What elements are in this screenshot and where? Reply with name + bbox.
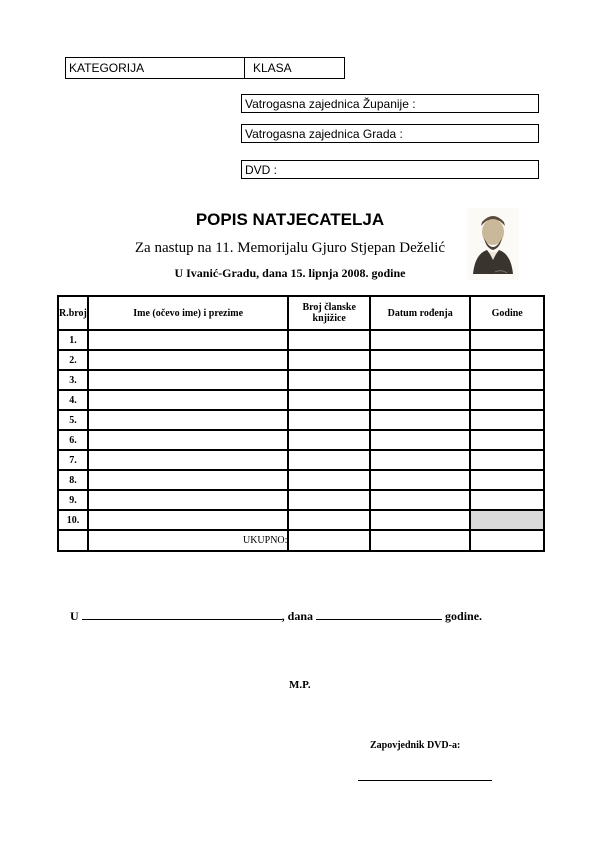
card-number-cell[interactable] <box>288 510 370 530</box>
name-cell[interactable] <box>88 430 289 450</box>
row-number: 1. <box>58 330 88 350</box>
age-cell[interactable] <box>470 370 544 390</box>
table-row <box>58 490 544 510</box>
kategorija-label: KATEGORIJA <box>69 61 145 75</box>
name-cell[interactable] <box>88 410 289 430</box>
name-cell[interactable] <box>88 390 289 410</box>
table-row <box>58 470 544 490</box>
birth-date-cell[interactable] <box>370 330 470 350</box>
birth-date-cell[interactable] <box>370 370 470 390</box>
table-row <box>58 410 544 430</box>
birth-date-cell[interactable] <box>370 490 470 510</box>
age-cell[interactable] <box>470 410 544 430</box>
date-word: , dana <box>281 609 314 623</box>
birth-date-cell[interactable] <box>370 410 470 430</box>
grada-field[interactable] <box>241 124 539 143</box>
header-redni-broj: R.broj <box>58 296 88 330</box>
total-value-cell[interactable] <box>288 530 370 551</box>
age-cell[interactable] <box>470 450 544 470</box>
signature-line[interactable] <box>358 780 492 781</box>
total-blank-cell <box>370 530 470 551</box>
card-number-cell[interactable] <box>288 350 370 370</box>
competitors-table <box>57 295 545 552</box>
zupanija-label: Vatrogasna zajednica Županije : <box>245 97 416 111</box>
card-number-cell[interactable] <box>288 370 370 390</box>
name-cell[interactable] <box>88 370 289 390</box>
header-godine: Godine <box>470 296 544 330</box>
table-row <box>58 330 544 350</box>
place-blank[interactable] <box>82 608 282 620</box>
total-empty-cell <box>58 530 88 551</box>
portrait-image <box>467 208 519 280</box>
table-row <box>58 430 544 450</box>
name-cell[interactable] <box>88 470 289 490</box>
card-number-cell[interactable] <box>288 490 370 510</box>
header-datum-rodenja: Datum rođenja <box>370 296 470 330</box>
page-subtitle: Za nastup na 11. Memorijalu Gjuro Stjepan Deželić <box>134 240 446 256</box>
table-row <box>58 450 544 470</box>
birth-date-cell[interactable] <box>370 470 470 490</box>
age-cell[interactable] <box>470 350 544 370</box>
birth-date-cell[interactable] <box>370 390 470 410</box>
header-broj-knjizice: Broj članske knjižice <box>288 296 370 330</box>
zupanija-field[interactable] <box>241 94 539 113</box>
date-blank[interactable] <box>316 608 442 620</box>
total-age-cell[interactable] <box>470 530 544 551</box>
table-row <box>58 370 544 390</box>
age-cell[interactable] <box>470 390 544 410</box>
card-number-cell[interactable] <box>288 330 370 350</box>
row-number: 2. <box>58 350 88 370</box>
birth-date-cell[interactable] <box>370 510 470 530</box>
klasa-label: KLASA <box>253 61 292 75</box>
table-row <box>58 510 544 530</box>
total-label: UKUPNO: <box>88 530 289 551</box>
name-cell[interactable] <box>88 330 289 350</box>
row-number: 3. <box>58 370 88 390</box>
row-number: 8. <box>58 470 88 490</box>
year-word: godine. <box>445 609 483 623</box>
age-cell-disabled <box>470 510 544 530</box>
name-cell[interactable] <box>88 450 289 470</box>
birth-date-cell[interactable] <box>370 350 470 370</box>
name-cell[interactable] <box>88 510 289 530</box>
row-number: 6. <box>58 430 88 450</box>
name-cell[interactable] <box>88 490 289 510</box>
card-number-cell[interactable] <box>288 450 370 470</box>
age-cell[interactable] <box>470 470 544 490</box>
name-cell[interactable] <box>88 350 289 370</box>
header-ime: Ime (očevo ime) i prezime <box>88 296 289 330</box>
zapovjednik-label: Zapovjednik DVD-a: <box>370 740 461 751</box>
page-title: POPIS NATJECATELJA <box>195 210 385 229</box>
card-number-cell[interactable] <box>288 470 370 490</box>
row-number: 7. <box>58 450 88 470</box>
card-number-cell[interactable] <box>288 430 370 450</box>
birth-date-cell[interactable] <box>370 430 470 450</box>
table-row <box>58 390 544 410</box>
row-number: 4. <box>58 390 88 410</box>
page-subtitle-date: U Ivanić-Gradu, dana 15. lipnja 2008. godine <box>174 266 406 280</box>
place-date-line <box>70 608 482 624</box>
mp-label: M.P. <box>289 679 311 691</box>
card-number-cell[interactable] <box>288 390 370 410</box>
age-cell[interactable] <box>470 490 544 510</box>
dvd-field[interactable] <box>241 160 539 179</box>
row-number: 5. <box>58 410 88 430</box>
age-cell[interactable] <box>470 430 544 450</box>
total-row <box>58 530 544 551</box>
card-number-cell[interactable] <box>288 410 370 430</box>
place-prefix: U <box>70 609 79 623</box>
birth-date-cell[interactable] <box>370 450 470 470</box>
klasa-field[interactable] <box>244 57 345 79</box>
row-number: 9. <box>58 490 88 510</box>
table-row <box>58 350 544 370</box>
dvd-label: DVD : <box>245 163 278 177</box>
row-number: 10. <box>58 510 88 530</box>
kategorija-field[interactable] <box>65 57 245 79</box>
age-cell[interactable] <box>470 330 544 350</box>
grada-label: Vatrogasna zajednica Grada : <box>245 127 403 141</box>
